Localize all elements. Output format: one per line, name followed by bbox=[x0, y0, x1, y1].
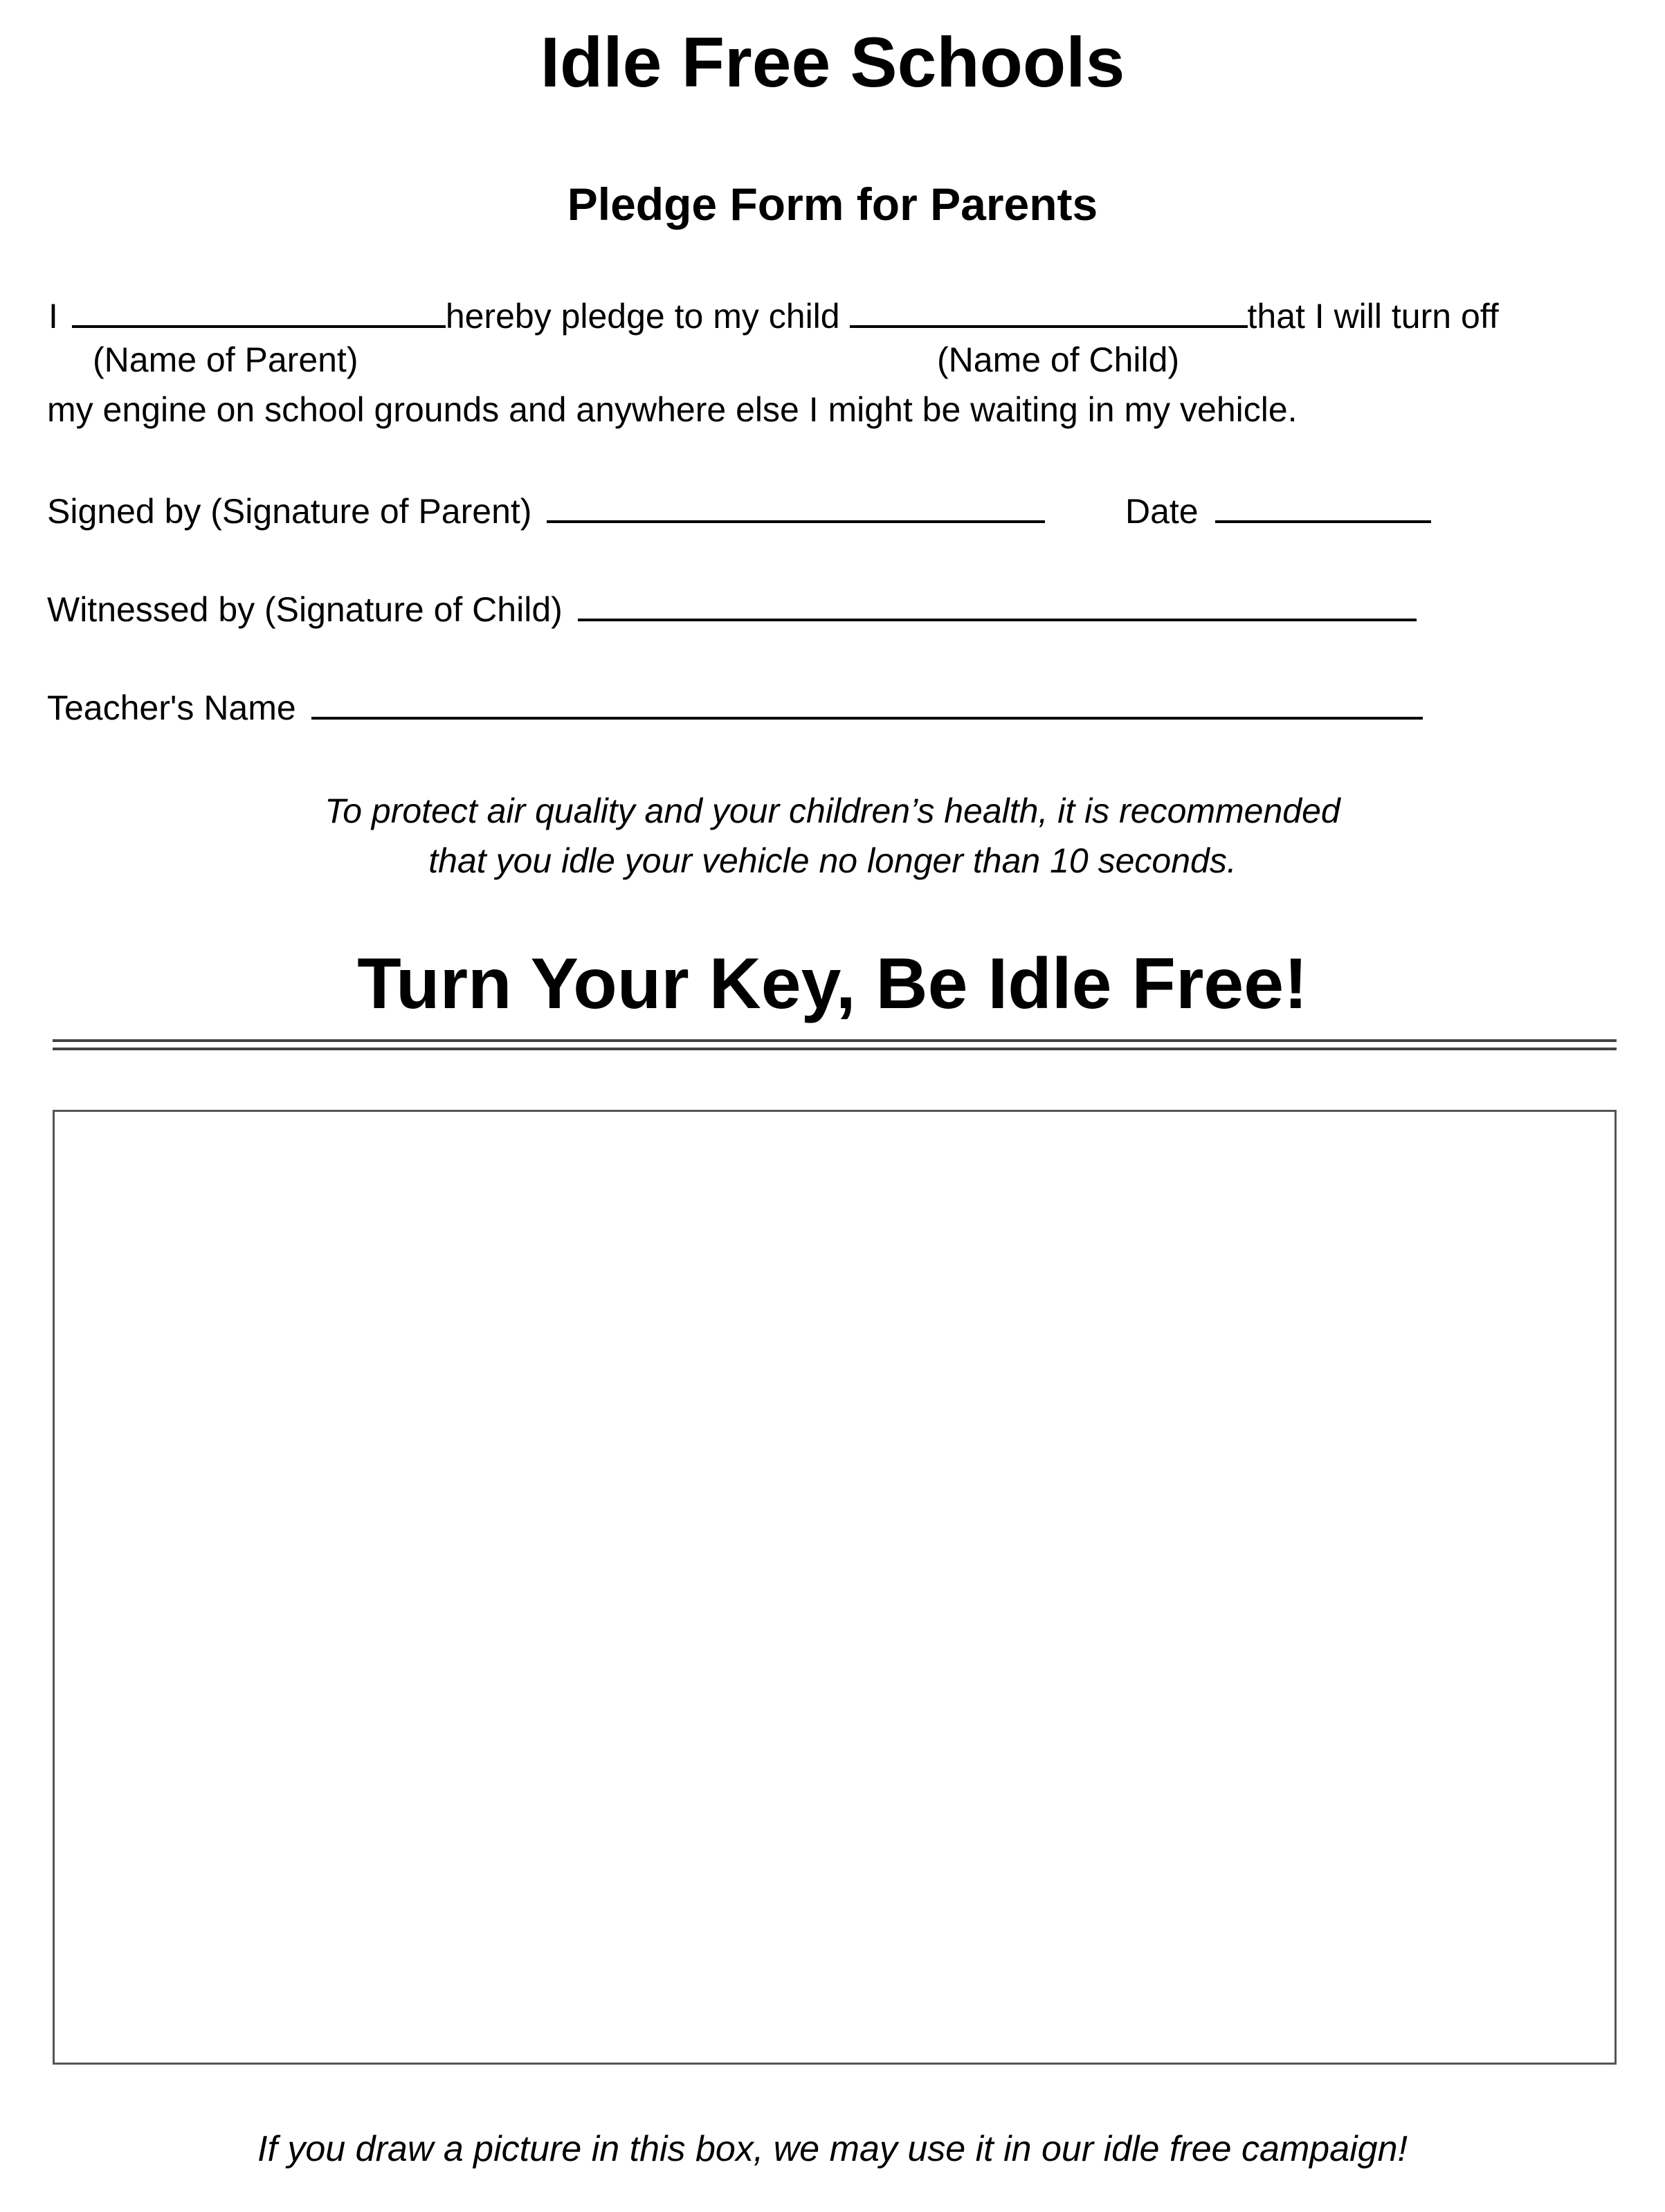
teacher-row bbox=[47, 682, 1423, 729]
signed-row bbox=[47, 486, 1045, 532]
teacher-name-field[interactable] bbox=[311, 682, 1423, 720]
drawing-box[interactable] bbox=[53, 1110, 1617, 2065]
pledge-pronoun: I bbox=[48, 297, 58, 336]
witnessed-label: Witnessed by (Signature of Child) bbox=[47, 590, 563, 629]
drawing-instructions: If you draw a picture in this box, we may use it in our idle free campaign! bbox=[257, 2129, 1408, 2169]
form-subtitle: Pledge Form for Parents bbox=[567, 179, 1098, 230]
pledge-text: hereby pledge to my child bbox=[445, 297, 840, 336]
parent-name-field[interactable] bbox=[72, 291, 446, 328]
date-label: Date bbox=[1125, 492, 1199, 531]
date-row bbox=[1125, 486, 1431, 532]
double-line-separator bbox=[53, 1036, 1617, 1053]
child-name-field[interactable] bbox=[850, 291, 1248, 328]
child-signature-field[interactable] bbox=[578, 584, 1417, 621]
child-name-hint: (Name of Child) bbox=[937, 340, 1180, 379]
page-title: Idle Free Schools bbox=[540, 23, 1125, 102]
parent-name-hint: (Name of Parent) bbox=[93, 340, 358, 379]
note-line-2: that you idle your vehicle no longer than 10 seconds. bbox=[428, 841, 1237, 880]
slogan: Turn Your Key, Be Idle Free! bbox=[357, 944, 1308, 1024]
date-field[interactable] bbox=[1215, 486, 1431, 523]
note-line-1: To protect air quality and your children’s health, it is recommended bbox=[325, 792, 1340, 830]
parent-signature-field[interactable] bbox=[547, 486, 1045, 523]
engine-text: my engine on school grounds and anywhere else I might be waiting in my vehicle. bbox=[47, 390, 1298, 429]
signed-label: Signed by (Signature of Parent) bbox=[47, 492, 532, 531]
teacher-label: Teacher's Name bbox=[47, 688, 296, 727]
turn-off-text: that I will turn off bbox=[1247, 297, 1499, 336]
witnessed-row bbox=[47, 584, 1417, 630]
pledge-line bbox=[48, 291, 1499, 337]
air-quality-note bbox=[0, 786, 1665, 886]
